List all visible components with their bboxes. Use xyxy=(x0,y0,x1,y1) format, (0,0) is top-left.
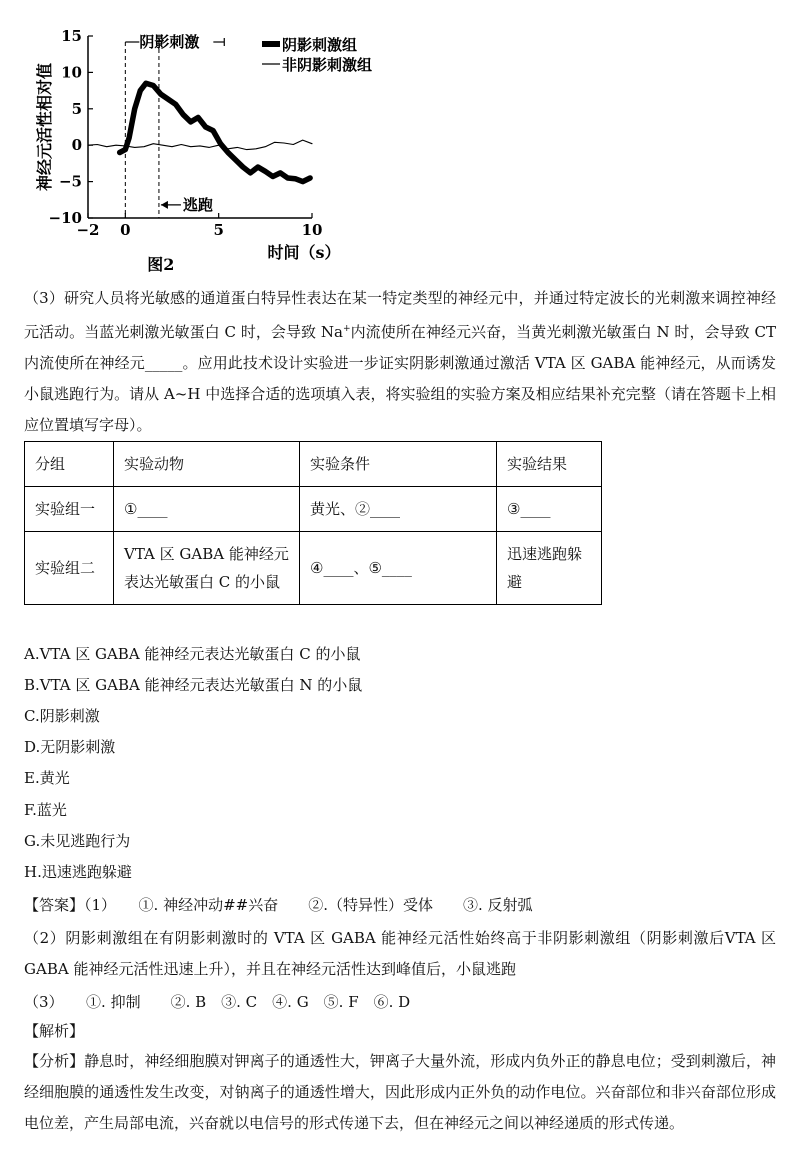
answer-line-1: 【答案】（1） ①. 神经冲动##兴奋 ②.（特异性）受体 ③. 反射弧 xyxy=(24,896,533,914)
table-row xyxy=(25,487,602,532)
table-header-cell: 实验结果 xyxy=(497,442,602,487)
question-3-part-a: （3）研究人员将光敏感的通道蛋白特异性表达在某一特定类型的神经元中，并通过特定波长的光刺激来调控神经元活动。当蓝光刺激光敏蛋白 C 时，会导致 Na xyxy=(24,289,776,341)
stimulus-label: 阴影刺激 xyxy=(139,33,200,51)
neuron-activity-chart xyxy=(30,18,380,280)
table-cell: ③____ xyxy=(497,487,602,532)
y-tick-label: −10 xyxy=(48,209,82,227)
escape-arrow-head xyxy=(161,201,168,209)
table-cell: ④____、⑤____ xyxy=(300,532,497,605)
option-g: G.未见逃跑行为 xyxy=(24,832,131,850)
experiment-table xyxy=(24,441,602,605)
option-h: H.迅速逃跑躲避 xyxy=(24,863,132,881)
option-e: E.黄光 xyxy=(24,769,70,787)
question-3-part-b: 内流使所在神经元兴奋，当黄光刺激光敏蛋白 N 时，会导致 CT 内流使所在神经元_____。应用此技术设计实验进一步证实阴影刺激通过激活 VTA 区 GABA 能神经元，从而诱发小鼠逃跑行为。请从 A~H 中选择合适的选项填入表，将实验组的实验方案及相应结果补充完整（请在答题卡上相应位置填写字母）。 xyxy=(24,323,776,434)
analysis-paragraph: 【分析】静息时，神经细胞膜对钾离子的通透性大，钾离子大量外流，形成内负外正的静息电位；受到刺激后，神经细胞膜的通透性发生改变，对钠离子的通透性增大，因此形成内正外负的动作电位。兴奋部位和非兴奋部位形成电位差，产生局部电流，兴奋就以电信号的形式传递下去，但在神经元之间以神经递质的形式传递。 xyxy=(24,1052,776,1132)
x-tick-label: −2 xyxy=(76,221,100,239)
table-cell: ①____ xyxy=(114,487,300,532)
table-header-row xyxy=(25,442,602,487)
table-row xyxy=(25,532,602,605)
figure-caption: 图2 xyxy=(147,255,175,274)
y-tick-label: 0 xyxy=(71,136,82,155)
table-cell: 实验组二 xyxy=(25,532,114,605)
table-cell: VTA 区 GABA 能神经元表达光敏蛋白 C 的小鼠 xyxy=(114,532,300,605)
option-f: F.蓝光 xyxy=(24,801,67,819)
table-cell: 黄光、②____ xyxy=(300,487,497,532)
y-axis-label: 神经元活性相对值 xyxy=(35,62,54,192)
answer-line-3: （3） ①. 抑制 ②. B ③. C ④. G ⑤. F ⑥. D xyxy=(24,993,411,1011)
table-header-cell: 实验动物 xyxy=(114,442,300,487)
table-cell: 迅速逃跑躲避 xyxy=(497,532,602,605)
table-header-cell: 实验条件 xyxy=(300,442,497,487)
series-shadow-stimulus xyxy=(120,83,310,181)
x-tick-label: 0 xyxy=(120,221,131,239)
table-cell: 实验组一 xyxy=(25,487,114,532)
answer-line-2: （2）阴影刺激组在有阴影刺激时的 VTA 区 GABA 能神经元活性始终高于非阴影刺激组（阴影刺激后VTA 区 GABA 能神经元活性迅速上升），并且在神经元活性达到峰值后，小鼠逃跑 xyxy=(24,929,776,978)
jiexi-heading: 【解析】 xyxy=(24,1022,85,1040)
series-no-shadow-stimulus xyxy=(88,140,312,150)
y-tick-label: −5 xyxy=(58,172,82,191)
x-tick-label: 10 xyxy=(301,221,323,239)
x-axis-label: 时间（s） xyxy=(267,243,341,262)
escape-label: 逃跑 xyxy=(182,195,213,214)
option-b: B.VTA 区 GABA 能神经元表达光敏蛋白 N 的小鼠 xyxy=(24,676,363,694)
y-tick-label: 5 xyxy=(71,99,82,118)
option-a: A.VTA 区 GABA 能神经元表达光敏蛋白 C 的小鼠 xyxy=(24,645,361,663)
table-header-cell: 分组 xyxy=(25,442,114,487)
legend-label-shadow: 阴影刺激组 xyxy=(282,36,358,54)
option-d: D.无阴影刺激 xyxy=(24,738,116,756)
legend-label-no-shadow: 非阴影刺激组 xyxy=(282,56,373,74)
y-tick-label: 15 xyxy=(61,27,82,45)
y-tick-label: 10 xyxy=(61,63,82,82)
na-superscript: + xyxy=(342,324,351,334)
question-3-text xyxy=(24,283,776,441)
x-tick-label: 5 xyxy=(213,221,224,239)
option-c: C.阴影刺激 xyxy=(24,707,100,725)
